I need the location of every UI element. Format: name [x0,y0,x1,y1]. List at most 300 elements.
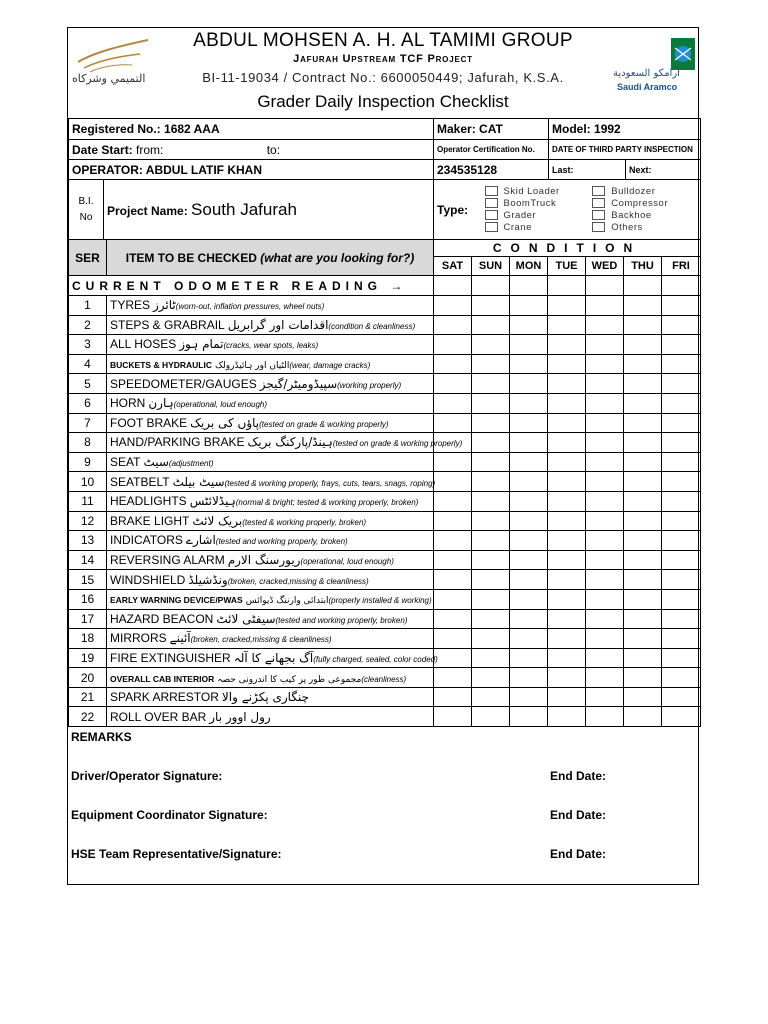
condition-cell[interactable] [586,413,624,433]
condition-cell[interactable] [434,296,472,316]
item-number: 17 [69,609,107,629]
condition-cell[interactable] [624,648,662,668]
condition-cell[interactable] [548,629,586,649]
odometer-row [69,276,701,296]
condition-cell[interactable] [548,374,586,394]
condition-cell[interactable] [662,609,701,629]
item-name: HORN [110,396,146,411]
condition-cell[interactable] [472,491,510,511]
condition-cell[interactable] [510,609,548,629]
condition-cell[interactable] [548,550,586,570]
condition-cell[interactable] [586,687,624,707]
condition-cell[interactable] [548,668,586,688]
maker-cell [434,119,549,140]
end-date-label[interactable]: End Date: [550,808,607,822]
condition-cell[interactable] [624,629,662,649]
next-label[interactable]: Next: [626,160,701,180]
registered-cell [69,119,434,140]
condition-cell[interactable] [472,354,510,374]
item-number: 22 [69,707,107,727]
condition-cell[interactable] [472,296,510,316]
condition-cell[interactable] [586,472,624,492]
cert-value[interactable]: 234535128 [434,160,549,180]
condition-cell[interactable] [548,511,586,531]
condition-cell[interactable] [662,491,701,511]
item-name-urdu: آگ بجھانے کا آلہ [233,650,314,665]
condition-cell[interactable] [662,354,701,374]
condition-cell[interactable] [624,472,662,492]
condition-cell[interactable] [624,550,662,570]
condition-cell[interactable] [510,707,548,727]
condition-cell[interactable] [662,629,701,649]
item-number: 13 [69,531,107,551]
condition-cell[interactable] [510,413,548,433]
item-name-urdu: ہیڈلائٹس [189,494,236,509]
item-name-urdu: اشارے [185,533,216,548]
condition-cell[interactable] [662,668,701,688]
item-name-urdu: رول اوور بار [209,709,271,724]
item-description [107,472,434,492]
item-name: REVERSING ALARM [110,553,225,568]
item-name: OVERALL CAB INTERIOR [110,673,215,684]
condition-cell[interactable] [662,531,701,551]
condition-cell[interactable] [472,707,510,727]
item-note: (fully charged, sealed, color coded) [313,654,438,664]
project-table [68,179,701,240]
condition-cell[interactable] [472,452,510,472]
condition-cell[interactable] [472,413,510,433]
checklist-row [69,335,701,355]
item-number: 2 [69,315,107,335]
item-name: BRAKE LIGHT [110,513,190,528]
condition-cell[interactable] [624,452,662,472]
checkbox[interactable] [485,198,498,208]
item-number: 9 [69,452,107,472]
odometer-cell[interactable] [624,276,662,296]
item-description [107,433,463,453]
condition-cell[interactable] [510,433,548,453]
item-description [107,707,434,727]
condition-cell[interactable] [510,648,548,668]
condition-cell[interactable] [472,335,510,355]
header [68,28,698,119]
condition-cell[interactable] [510,511,548,531]
item-number: 1 [69,296,107,316]
condition-cell[interactable] [510,296,548,316]
end-date-label[interactable]: End Date: [550,769,607,783]
condition-cell[interactable] [662,707,701,727]
condition-cell[interactable] [662,452,701,472]
checkbox[interactable] [485,222,498,232]
condition-cell[interactable] [662,335,701,355]
condition-cell[interactable] [624,511,662,531]
item-description [107,589,434,609]
condition-cell[interactable] [586,589,624,609]
condition-cell[interactable] [586,296,624,316]
item-name: SPARK ARRESTOR [110,690,219,705]
item-name: HAZARD BEACON [110,611,214,626]
condition-cell[interactable] [548,472,586,492]
to-label: to: [266,142,281,157]
condition-cell[interactable] [434,668,472,688]
condition-cell[interactable] [662,393,701,413]
condition-cell[interactable] [586,491,624,511]
checklist-row [69,413,701,433]
item-number: 20 [69,668,107,688]
bi-label: B.I. [78,195,94,207]
project-name-header: Jafurah Upstream TCF Project [293,53,473,65]
end-date-label[interactable]: End Date: [550,847,607,861]
item-name: BUCKETS & HYDRAULIC [110,360,212,371]
type-option[interactable]: BoomTruck [485,198,593,210]
condition-cell[interactable] [472,687,510,707]
item-description [107,491,434,511]
odometer-cell[interactable] [586,276,624,296]
condition-cell[interactable] [624,687,662,707]
condition-cell[interactable] [662,687,701,707]
type-option[interactable]: Grader [485,210,593,222]
condition-cell[interactable] [624,315,662,335]
type-option[interactable]: Compressor [592,198,700,210]
condition-cell[interactable] [548,296,586,316]
checkbox[interactable] [592,198,605,208]
info-table [68,118,701,180]
condition-cell[interactable] [472,433,510,453]
checklist-row [69,472,701,492]
item-name-urdu: سیٹ [143,455,169,470]
odometer-cell[interactable] [662,276,701,296]
checklist-row [69,452,701,472]
item-note: (operational, loud enough) [300,557,394,567]
condition-cell[interactable] [510,374,548,394]
odometer-cell[interactable] [510,276,548,296]
condition-cell[interactable] [586,315,624,335]
condition-cell[interactable] [624,374,662,394]
day-header: SUN [472,257,510,276]
condition-cell[interactable] [434,609,472,629]
project-name-cell [104,180,434,240]
aramco-english: Saudi Aramco [617,82,678,92]
item-name-urdu: سیفٹی لائٹ [216,611,276,626]
item-name: STEPS & GRABRAIL [110,317,225,332]
condition-cell[interactable] [586,668,624,688]
day-header: WED [586,257,624,276]
condition-cell[interactable] [510,570,548,590]
date-start-cell [69,140,434,160]
item-name: SEAT [110,455,141,470]
condition-cell[interactable] [624,413,662,433]
condition-cell[interactable] [434,531,472,551]
condition-cell[interactable] [510,315,548,335]
condition-cell[interactable] [548,315,586,335]
condition-cell[interactable] [624,570,662,590]
condition-cell[interactable] [472,315,510,335]
item-name-urdu: چنگاری پکڑنے والا [221,690,309,705]
condition-cell[interactable] [472,609,510,629]
condition-cell[interactable] [434,687,472,707]
checklist-row [69,315,701,335]
condition-cell[interactable] [510,531,548,551]
item-number: 21 [69,687,107,707]
condition-cell[interactable] [548,413,586,433]
condition-cell[interactable] [548,531,586,551]
condition-cell[interactable] [548,589,586,609]
type-option[interactable]: Skid Loader [485,186,593,198]
condition-cell[interactable] [434,472,472,492]
item-name-urdu: مجموعی طور پر کیب کا اندرونی حصہ [217,674,362,685]
condition-cell[interactable] [586,648,624,668]
checklist-sheet [67,27,699,885]
checkbox[interactable] [592,222,605,232]
condition-cell[interactable] [472,511,510,531]
day-header: MON [510,257,548,276]
checkbox[interactable] [485,210,498,220]
condition-cell[interactable] [662,570,701,590]
condition-cell[interactable] [624,589,662,609]
item-description [107,354,434,374]
driver-signature-label[interactable]: Driver/Operator Signature: [71,769,223,783]
condition-cell[interactable] [510,550,548,570]
condition-cell[interactable] [434,570,472,590]
condition-cell[interactable] [472,668,510,688]
condition-cell[interactable] [548,335,586,355]
condition-cell[interactable] [510,335,548,355]
condition-cell[interactable] [510,629,548,649]
odometer-cell[interactable] [548,276,586,296]
condition-cell[interactable] [624,354,662,374]
condition-cell[interactable] [434,374,472,394]
condition-cell[interactable] [586,511,624,531]
registered-value[interactable]: 1682 AAA [164,122,220,136]
item-name: FOOT BRAKE [110,415,188,430]
condition-cell[interactable] [434,315,472,335]
condition-cell[interactable] [434,335,472,355]
condition-cell[interactable] [624,668,662,688]
item-name: WINDSHIELD [110,572,186,587]
condition-cell[interactable] [548,570,586,590]
item-name: INDICATORS [110,533,183,548]
from-label: from: [136,142,164,157]
condition-cell[interactable] [662,589,701,609]
condition-cell[interactable] [548,707,586,727]
day-header: FRI [662,257,701,276]
last-label[interactable]: Last: [549,160,626,180]
odometer-cell[interactable] [472,276,510,296]
condition-cell[interactable] [472,374,510,394]
item-description [107,296,434,316]
condition-cell[interactable] [624,609,662,629]
item-description [107,609,434,629]
item-description [107,648,438,668]
condition-cell[interactable] [586,354,624,374]
condition-cell[interactable] [586,452,624,472]
item-note: (tested on grade & working properly) [259,419,389,429]
condition-cell[interactable] [624,491,662,511]
condition-cell[interactable] [548,433,586,453]
model-value[interactable]: 1992 [594,122,621,136]
item-description [107,335,434,355]
condition-cell[interactable] [472,570,510,590]
condition-cell[interactable] [624,393,662,413]
aramco-arabic: أرامكو السعودية [613,68,680,79]
checkbox[interactable] [485,186,498,196]
condition-cell[interactable] [662,550,701,570]
item-name-urdu: ابتدائی وارننگ ڈیوائس [245,596,329,607]
checklist-row [69,687,701,707]
condition-cell[interactable] [510,472,548,492]
condition-cell[interactable] [548,609,586,629]
condition-cell[interactable] [472,393,510,413]
checkbox[interactable] [592,186,605,196]
item-name-urdu: ونڈشیلڈ [188,572,228,587]
type-option[interactable]: Others [592,222,700,234]
item-name-urdu: ہینڈ/پارکنگ بریک [247,435,333,450]
type-option[interactable]: Crane [485,222,593,234]
condition-cell[interactable] [434,589,472,609]
contract-line: BI-11-19034 / Contract No.: 6600050449; Jafurah, K.S.A. [202,70,564,85]
item-description [107,452,434,472]
condition-cell[interactable] [662,374,701,394]
condition-cell[interactable] [510,452,548,472]
condition-cell[interactable] [662,472,701,492]
condition-cell[interactable] [586,707,624,727]
condition-cell[interactable] [434,707,472,727]
type-option[interactable]: Backhoe [592,210,700,222]
condition-cell[interactable] [586,550,624,570]
condition-cell[interactable] [586,433,624,453]
item-number: 8 [69,433,107,453]
condition-cell[interactable] [548,491,586,511]
condition-cell[interactable] [510,668,548,688]
condition-cell[interactable] [662,413,701,433]
condition-cell[interactable] [510,354,548,374]
condition-cell[interactable] [434,393,472,413]
type-option[interactable]: Bulldozer [592,186,700,198]
condition-cell[interactable] [472,550,510,570]
condition-cell[interactable] [586,335,624,355]
item-number: 12 [69,511,107,531]
day-header: TUE [548,257,586,276]
checklist-row [69,433,701,453]
maker-value[interactable]: CAT [479,122,503,136]
item-number: 6 [69,393,107,413]
item-description [107,687,434,707]
condition-cell[interactable] [472,629,510,649]
day-header: THU [624,257,662,276]
project-name-value[interactable]: South Jafurah [191,199,297,219]
item-name-urdu: اقدامات اور گرابریل [227,317,329,332]
condition-cell[interactable] [434,629,472,649]
item-name: HAND/PARKING BRAKE [110,435,245,450]
condition-cell[interactable] [548,648,586,668]
condition-cell[interactable] [624,531,662,551]
item-note: (tested & working properly, broken) [242,517,367,527]
item-number: 15 [69,570,107,590]
item-name: MIRRORS [110,631,167,646]
item-name-urdu: ہارن [148,396,174,411]
condition-cell[interactable] [586,393,624,413]
condition-cell[interactable] [586,531,624,551]
condition-cell[interactable] [662,511,701,531]
item-description [107,531,434,551]
condition-cell[interactable] [586,629,624,649]
condition-cell[interactable] [624,707,662,727]
condition-cell[interactable] [662,648,701,668]
checklist-row [69,609,701,629]
footer [68,730,698,884]
condition-cell[interactable] [434,550,472,570]
condition-cell[interactable] [586,570,624,590]
condition-cell[interactable] [472,531,510,551]
item-name-urdu: ریورسنگ الارم [227,553,301,568]
condition-cell[interactable] [624,296,662,316]
item-name-urdu: سیٹ بیلٹ [172,474,225,489]
item-name: ALL HOSES [110,337,177,352]
condition-cell[interactable] [434,648,472,668]
condition-cell[interactable] [472,589,510,609]
item-note: (cleanliness) [361,674,407,684]
condition-cell[interactable] [510,589,548,609]
item-note: (broken, cracked,missing & cleanliness) [190,635,332,645]
condition-cell[interactable] [434,354,472,374]
condition-cell[interactable] [472,648,510,668]
checklist-row [69,393,701,413]
item-name-urdu: پاؤں کی بریک [190,415,260,430]
item-note: (tested on grade & working properly) [332,439,463,449]
condition-cell[interactable] [662,433,701,453]
condition-cell[interactable] [586,609,624,629]
item-number: 4 [69,354,107,374]
item-description [107,374,434,394]
condition-cell[interactable] [548,687,586,707]
registered-label: Registered No.: [72,122,161,136]
condition-cell[interactable] [662,296,701,316]
checklist-table [68,239,701,727]
item-name: SEATBELT [110,474,170,489]
condition-cell[interactable] [434,491,472,511]
item-note: (normal & bright; tested & working properly, broken) [235,498,419,508]
odometer-cell[interactable] [434,276,472,296]
item-name: FIRE EXTINGUISHER [110,650,231,665]
condition-cell[interactable] [510,491,548,511]
item-note: (working properly) [337,380,402,390]
condition-cell[interactable] [434,452,472,472]
operator-cell [69,160,434,180]
condition-cell[interactable] [624,433,662,453]
condition-cell[interactable] [510,393,548,413]
operator-value[interactable]: ABDUL LATIF KHAN [145,162,263,177]
checklist-row [69,648,701,668]
hse-signature-label[interactable]: HSE Team Representative/Signature: [71,847,282,861]
condition-cell[interactable] [624,335,662,355]
no-label: No [79,211,93,223]
item-note: (cracks, wear spots, leaks) [223,341,319,351]
item-description [107,393,434,413]
condition-cell[interactable] [472,472,510,492]
condition-cell[interactable] [434,413,472,433]
condition-cell[interactable] [548,393,586,413]
condition-cell[interactable] [434,511,472,531]
condition-cell[interactable] [662,315,701,335]
condition-cell[interactable] [548,452,586,472]
condition-cell[interactable] [548,354,586,374]
condition-cell[interactable] [586,374,624,394]
item-note: (tested & working properly, frays, cuts, tears, snags, roping) [224,478,436,488]
condition-cell[interactable] [510,687,548,707]
checkbox[interactable] [592,210,605,220]
model-label: Model: [552,122,591,136]
equipment-signature-label[interactable]: Equipment Coordinator Signature: [71,808,268,822]
